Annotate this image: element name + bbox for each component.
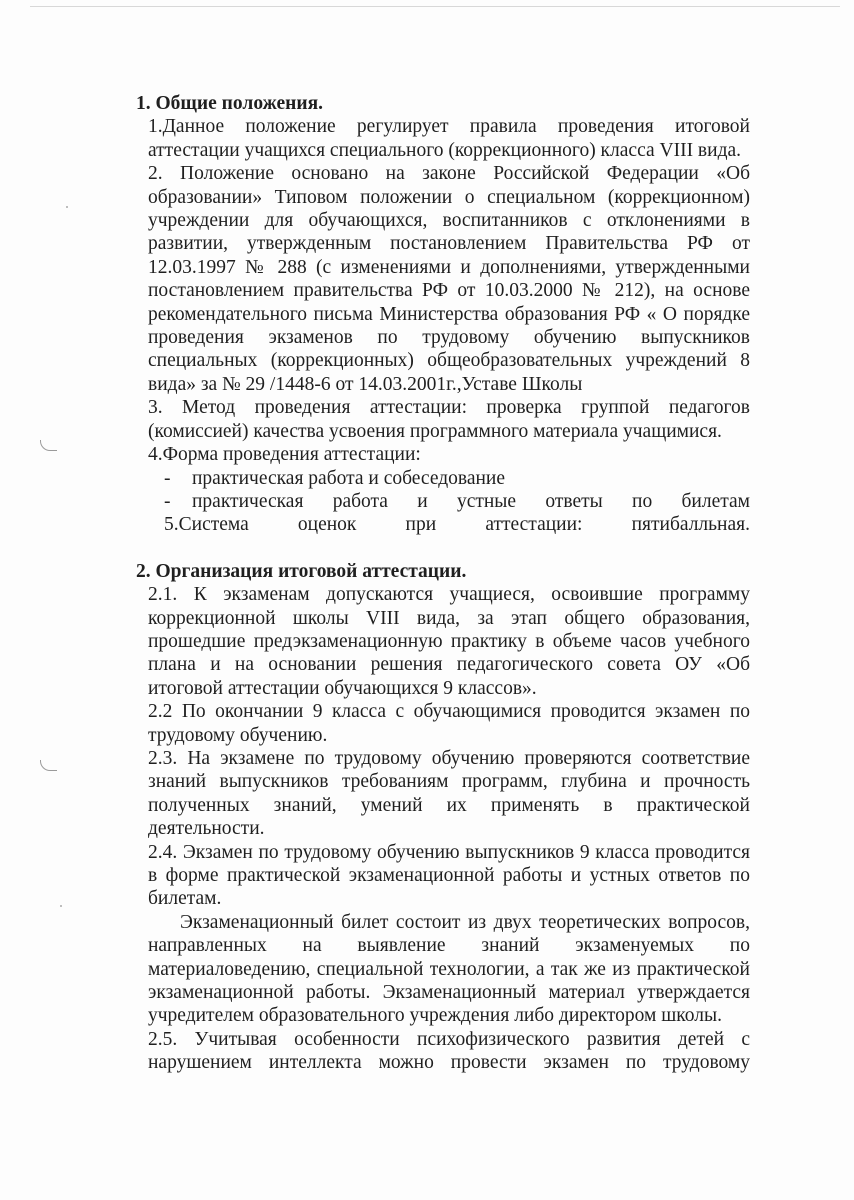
paragraph-2-2: 2.2 По окончании 9 класса с обучающимися проводится экзамен по трудовому обучению. <box>148 701 750 746</box>
list-dash: - <box>164 490 171 512</box>
section-2-heading: 2. Организация итоговой аттестации. <box>136 560 467 582</box>
punch-hole-mark <box>40 440 57 451</box>
paragraph-2-5: 2.5. Учитывая особенности психофизического развития детей с нарушением интеллекта можно провести экзамен по трудовому <box>148 1028 750 1074</box>
punch-hole-mark <box>40 760 57 771</box>
paragraph-1-1: 1.Данное положение регулирует правила проведения итоговой аттестации учащихся специального (коррекционного) класса VIII вида. <box>148 116 750 161</box>
list-dash: - <box>164 467 171 489</box>
paragraph-2-3: 2.3. На экзамене по трудовому обучению проверяются соответствие знаний выпускников требованиям программ, глубина и прочность полученных знаний, умений их применять в практической деятельности. <box>148 747 750 840</box>
list-item <box>148 490 750 513</box>
paragraph-1-3: 3. Метод проведения аттестации: проверка группой педагогов (комиссией) качества усвоения программного материала учащимися. <box>148 397 750 442</box>
paragraph-2-1: 2.1. К экзаменам допускаются учащиеся, освоившие программу коррекционной школы VIII вида, за этап общего образования, прошедшие предэкзаменационную практику в объеме часов учебного плана и на основании решения педагогического совета ОУ «Об итоговой аттестации обучающихся 9 классов». <box>148 584 750 699</box>
section-1-heading: 1. Общие положения. <box>136 93 324 114</box>
top-edge-line <box>30 6 840 7</box>
document-body <box>136 92 750 1075</box>
list-item-text: практическая работа и собеседование <box>192 467 506 489</box>
scan-speck <box>66 206 68 208</box>
paragraph-1-2: 2. Положение основано на законе Российской Федерации «Об образовании» Типовом положении о специальном (коррекционном) учреждении для обучающихся, воспитанников с отклонениями в развитии, утвержденным постановлением Правительства РФ от 12.03.1997 № 288 (с изменениями и дополнениями, утвержденными постановлением правительства РФ от 10.03.2000 № 212), на основе рекомендательного письма Министерства образования РФ « О порядке проведения экзаменов по трудовому обучению выпускников специальных (коррекционных) общеобразовательных учреждений 8 вида» за № 29 /1448-6 от 14.03.2001г.,Уставе Школы <box>148 163 750 395</box>
scan-speck <box>60 905 62 907</box>
list-item-text: практическая работа и устные ответы по билетам <box>192 490 750 512</box>
list-item <box>148 467 750 490</box>
paragraph-1-4: 4.Форма проведения аттестации: <box>148 444 421 466</box>
grading-system: 5.Система оценок при аттестации: пятибалльная. <box>164 514 750 536</box>
paragraph-2-4: 2.4. Экзамен по трудовому обучению выпускников 9 класса проводится в форме практической экзаменационной работы и устных ответов по билетам. <box>148 841 750 910</box>
paragraph-exam-ticket: Экзаменационный билет состоит из двух теоретических вопросов, направленных на выявление знаний экзаменуемых по материаловедению, специальной технологии, а так же из практической экзаменационной работы. Экзаменационный материал утверждается учредителем образовательного учреждения либо директором школы. <box>148 911 750 1027</box>
